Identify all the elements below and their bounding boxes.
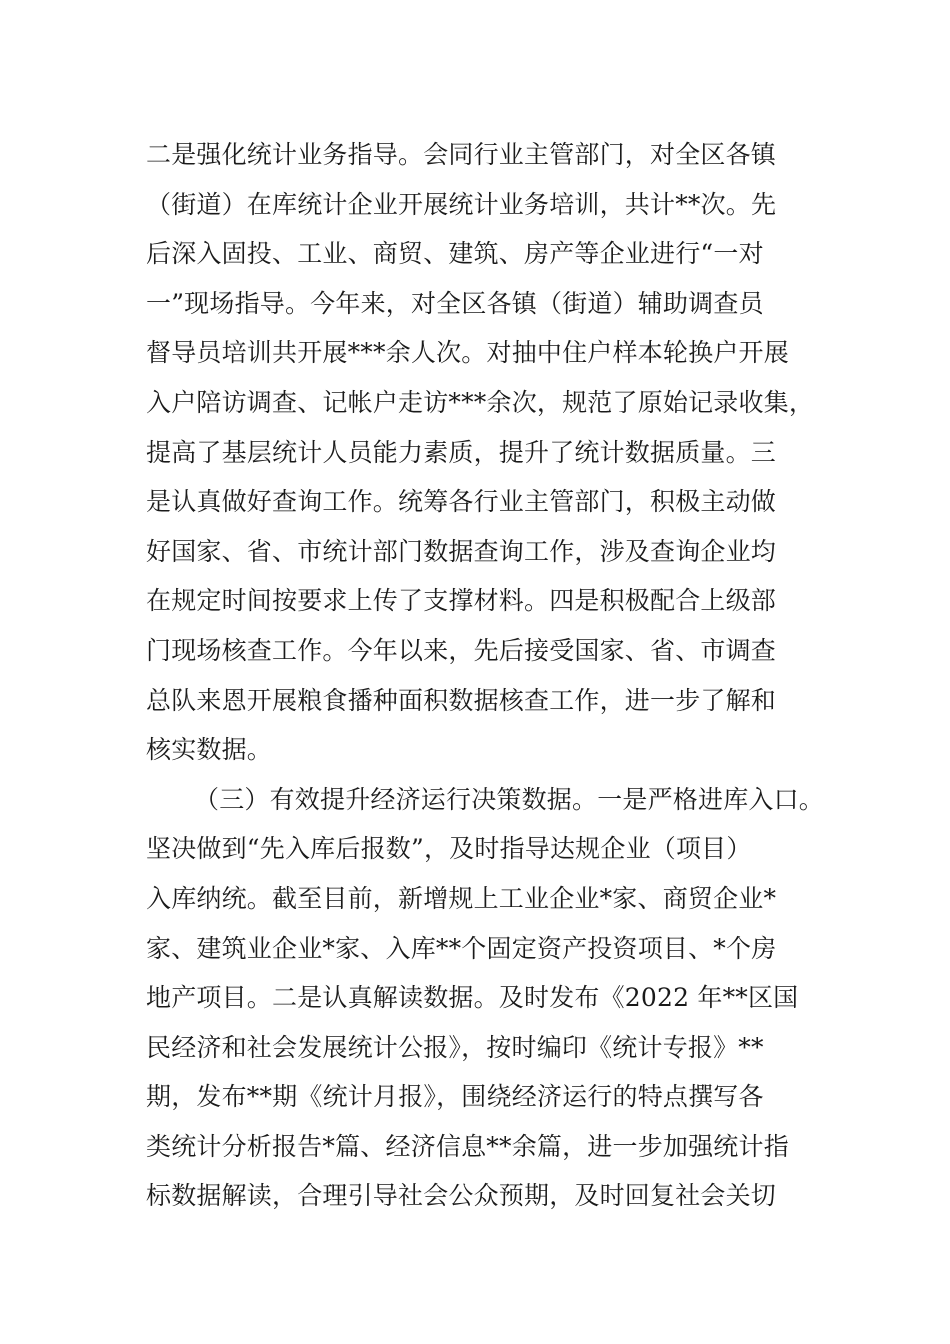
text-line-3: 后深入固投、工业、商贸、建筑、房产等企业进行“一对	[146, 239, 764, 269]
text-line-5: 督导员培训共开展***余人次。对抽中住户样本轮换户开展	[146, 338, 789, 368]
text-line-19: 民经济和社会发展统计公报》，按时编印《统计专报》**	[146, 1032, 764, 1062]
text-line-17: 家、建筑业企业*家、入库**个固定资产投资项目、*个房	[146, 933, 777, 963]
section-heading-line: （三）有效提升经济运行决策数据。一是严格进库入口。	[194, 784, 825, 814]
text-line-9: 好国家、省、市统计部门数据查询工作，涉及查询企业均	[146, 536, 777, 566]
text-line-15: 坚决做到“先入库后报数”，及时指导达规企业（项目）	[146, 834, 752, 864]
text-line-16: 入库纳统。截至目前，新增规上工业企业*家、商贸企业*	[146, 883, 777, 913]
text-line-4: 一”现场指导。今年来，对全区各镇（街道）辅助调查员	[146, 288, 764, 318]
text-line-21: 类统计分析报告*篇、经济信息**余篇，进一步加强统计指	[146, 1131, 789, 1161]
text-line-1: 二是强化统计业务指导。会同行业主管部门，对全区各镇	[146, 140, 777, 169]
text-line-11: 门现场核查工作。今年以来，先后接受国家、省、市调查	[146, 635, 777, 665]
text-line-10: 在规定时间按要求上传了支撑材料。四是积极配合上级部	[146, 586, 777, 616]
body-text	[146, 130, 836, 1221]
text-line-8: 是认真做好查询工作。统筹各行业主管部门，积极主动做	[146, 487, 777, 517]
text-line-7: 提高了基层统计人员能力素质，提升了统计数据质量。三	[146, 437, 777, 467]
text-line-2: （街道）在库统计企业开展统计业务培训，共计**次。先	[146, 189, 777, 219]
text-line-13: 核实数据。	[146, 735, 273, 765]
text-line-18: 地产项目。二是认真解读数据。及时发布《2022 年**区国	[146, 983, 799, 1013]
text-line-20: 期，发布**期《统计月报》，围绕经济运行的特点撰写各	[146, 1082, 764, 1112]
text-line-12: 总队来恩开展粮食播种面积数据核查工作，进一步了解和	[146, 685, 777, 715]
text-line-22: 标数据解读，合理引导社会公众预期，及时回复社会关切	[146, 1181, 777, 1211]
text-line-6: 入户陪访调查、记帐户走访***余次，规范了原始记录收集，	[146, 387, 815, 417]
